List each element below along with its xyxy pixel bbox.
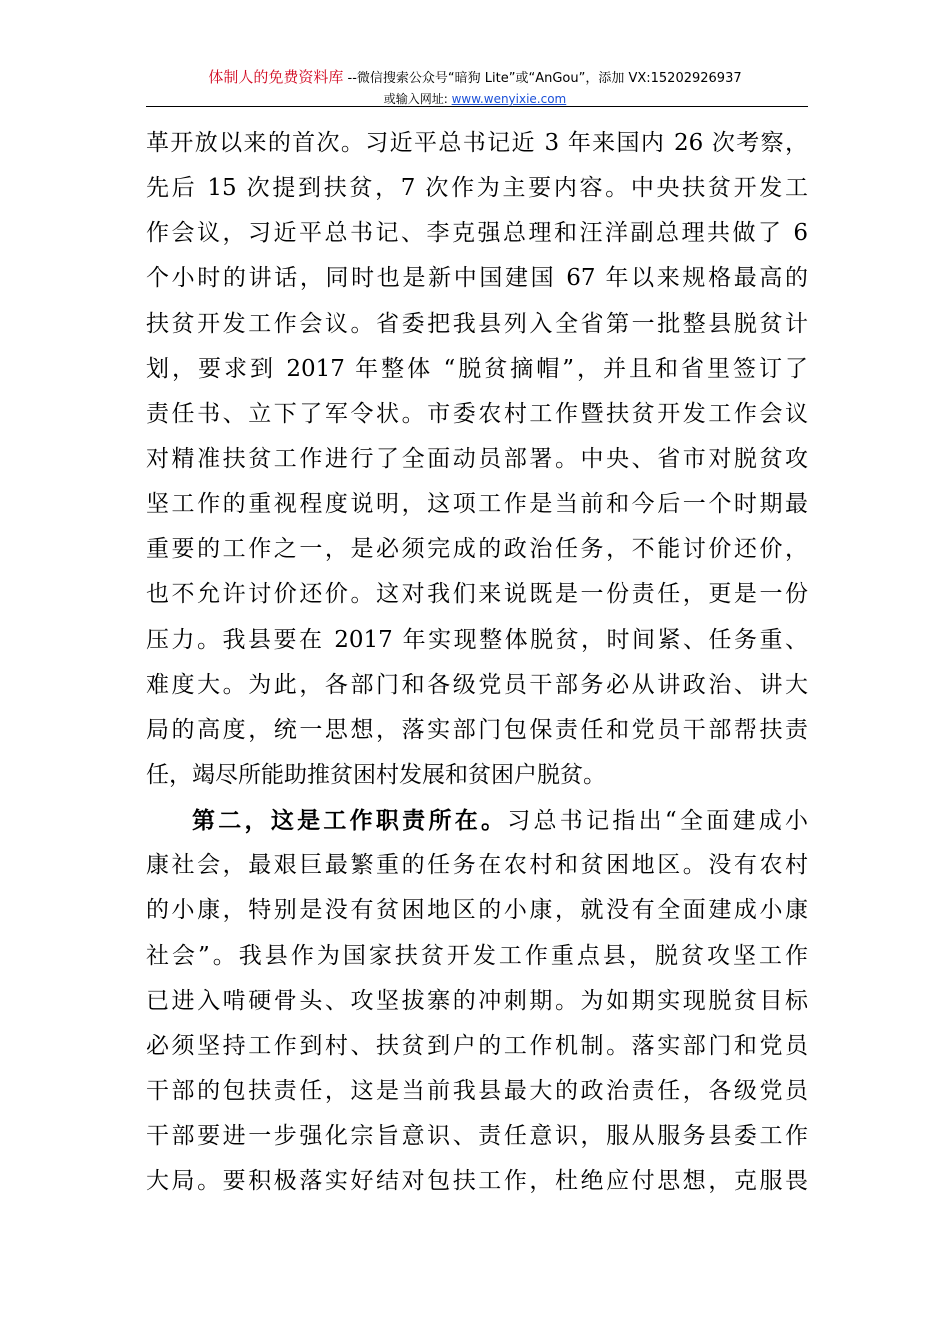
page-header [0, 68, 950, 108]
text-line: 社会”。我县作为国家扶贫开发工作重点县，脱贫攻坚工作 [146, 942, 808, 969]
text-line: 划，要求到 2017 年整体 “脱贫摘帽”，并且和省里签订了 [146, 355, 808, 382]
text-line: 个小时的讲话，同时也是新中国建国 67 年以来规格最高的 [146, 265, 808, 292]
text-line: 干部的包扶责任，这是当前我县最大的政治责任，各级党员 [146, 1077, 808, 1104]
text-line-paragraph-end: 任，竭尽所能助推贫困村发展和贫困户脱贫。 [146, 761, 606, 788]
header-url-link[interactable]: www.wenyixie.com [451, 92, 567, 106]
header-info: --微信搜索公众号“暗狗 Lite”或“AnGou”，添加 VX:15202926937 [343, 71, 742, 86]
text-line: 也不允许讨价还价。这对我们来说既是一份责任，更是一份 [146, 581, 808, 608]
header-brand: 体制人的免费资料库 [208, 68, 344, 86]
text-line: 康社会，最艰巨最繁重的任务在农村和贫困地区。没有农村 [146, 852, 808, 879]
text-line: 革开放以来的首次。习近平总书记近 3 年来国内 26 次考察， [146, 130, 808, 156]
text-line: 大局。要积极落实好结对包扶工作，杜绝应付思想，克服畏 [146, 1168, 808, 1195]
text-line: 压力。我县要在 2017 年实现整体脱贫，时间紧、任务重、 [146, 626, 808, 653]
paragraph-2-heading: 第二，这是工作职责所在。 [192, 807, 508, 835]
text-line: 先后 15 次提到扶贫，7 次作为主要内容。中央扶贫开发工 [146, 175, 808, 202]
document-body [146, 121, 808, 1204]
text-line: 难度大。为此，各部门和各级党员干部务必从讲政治、讲大 [146, 671, 808, 698]
header-divider [146, 106, 808, 107]
text-line: 局的高度，统一思想，落实部门包保责任和党员干部帮扶责 [146, 716, 808, 743]
text-line: 责任书、立下了军令状。市委农村工作暨扶贫开发工作会议 [146, 400, 808, 427]
text-line: 重要的工作之一，是必须完成的政治任务，不能讨价还价， [146, 536, 808, 563]
text-line: 已进入啃硬骨头、攻坚拔寨的冲刺期。为如期实现脱贫目标 [146, 987, 808, 1014]
text-line: 干部要进一步强化宗旨意识、责任意识，服从服务县委工作 [146, 1123, 808, 1150]
text-line: 作会议，习近平总书记、李克强总理和汪洋副总理共做了 6 [146, 220, 808, 247]
text-line: 对精准扶贫工作进行了全面动员部署。中央、省市对脱贫攻 [146, 445, 808, 472]
text-line: 必须坚持工作到村、扶贫到户的工作机制。落实部门和党员 [146, 1032, 808, 1059]
text-line: 的小康，特别是没有贫困地区的小康，就没有全面建成小康 [146, 897, 808, 924]
header-line-1 [0, 68, 950, 88]
text-line: 坚工作的重视程度说明，这项工作是当前和今后一个时期最 [146, 491, 808, 518]
text-line: 扶贫开发工作会议。省委把我县列入全省第一批整县脱贫计 [146, 310, 808, 337]
header-url-prefix: 或输入网址: [383, 92, 452, 106]
paragraph-2-first-line [146, 798, 808, 843]
paragraph-2-first-text: 习总书记指出“全面建成小 [507, 808, 809, 835]
